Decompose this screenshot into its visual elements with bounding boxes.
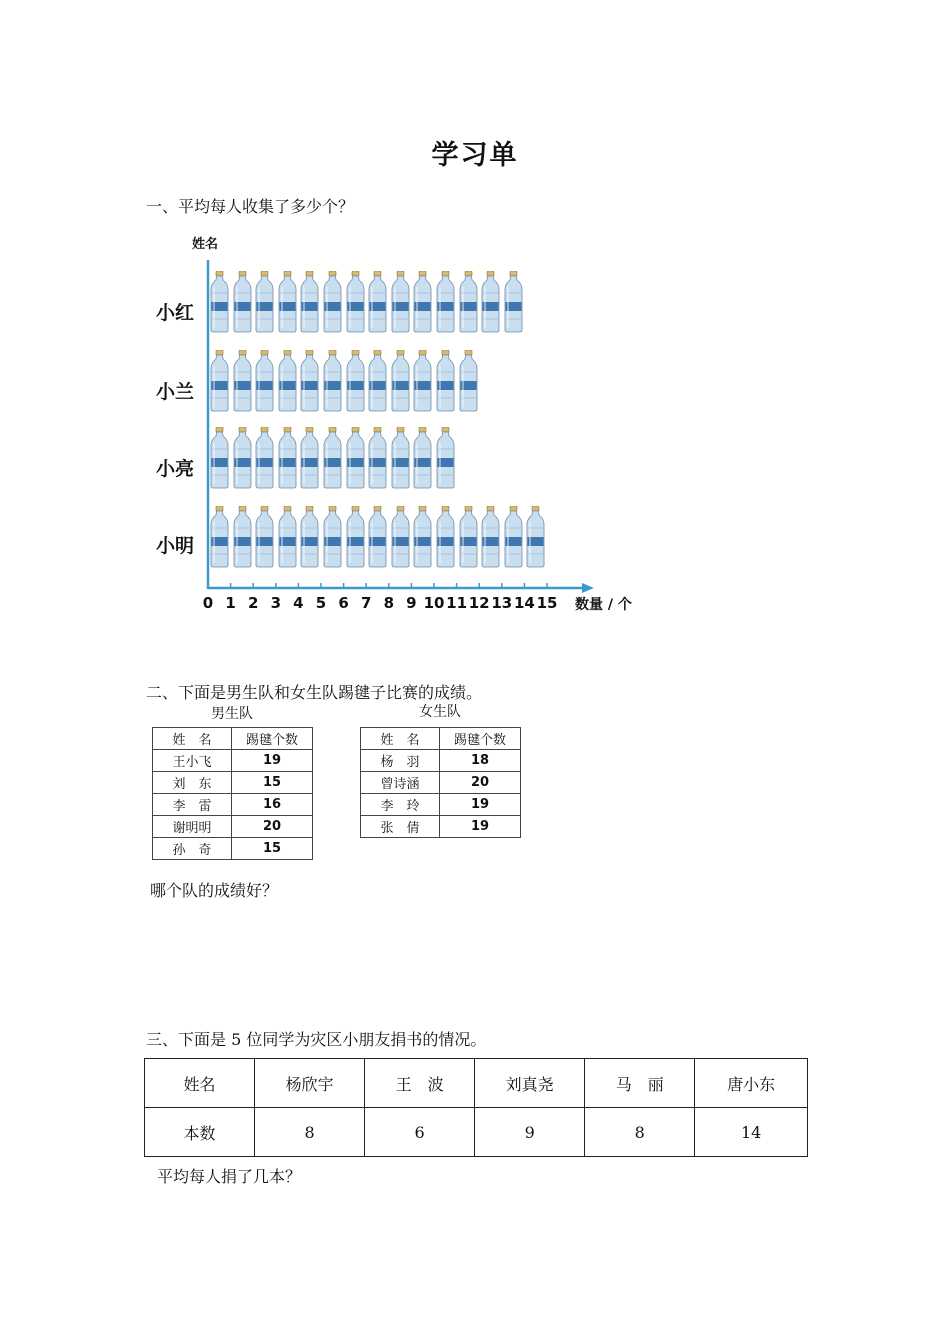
cell-name: 刘 东	[153, 772, 232, 794]
cell-name: 杨 羽	[361, 750, 440, 772]
bottle-icon	[504, 506, 523, 568]
bottle-icon	[413, 427, 432, 489]
cell-header: 姓名	[145, 1059, 255, 1108]
bottle-icon	[300, 271, 319, 333]
cell-name: 杨欣宇	[255, 1059, 365, 1108]
page-title: 学习单	[431, 140, 519, 171]
cell-count: 14	[695, 1108, 808, 1157]
bottle-icon	[323, 350, 342, 412]
bottle-icon	[413, 506, 432, 568]
cell-count: 18	[440, 750, 521, 772]
bottle-icon	[300, 350, 319, 412]
table-header-row	[153, 728, 313, 750]
bottle-icon	[413, 350, 432, 412]
x-tick-label: 5	[315, 594, 327, 612]
x-tick-label: 12	[468, 594, 490, 612]
bottle-icon	[346, 350, 365, 412]
cell-count: 6	[365, 1108, 475, 1157]
bottle-icon	[459, 350, 478, 412]
bottle-icon	[278, 506, 297, 568]
bottle-icon	[300, 427, 319, 489]
bottle-icon	[255, 271, 274, 333]
bottle-icon	[323, 271, 342, 333]
girls-table-caption: 女生队	[419, 704, 461, 720]
cell-count: 19	[440, 816, 521, 838]
bottle-icon	[368, 427, 387, 489]
table-row	[153, 816, 313, 838]
bottle-icon	[436, 506, 455, 568]
x-tick-label: 8	[383, 594, 395, 612]
question-3-prompt: 平均每人捐了几本？	[157, 1167, 302, 1186]
x-tick-label: 7	[360, 594, 372, 612]
table-row	[361, 750, 521, 772]
bottle-icon	[210, 271, 229, 333]
bottle-icon	[526, 506, 545, 568]
boys-table-caption: 男生队	[211, 706, 253, 722]
x-tick-label: 2	[247, 594, 259, 612]
bottle-icon	[368, 506, 387, 568]
cell-name: 孙 奇	[153, 838, 232, 860]
x-tick-label: 9	[406, 594, 417, 612]
bottle-icon	[255, 427, 274, 489]
x-tick-label: 1	[225, 594, 236, 612]
table-row	[153, 838, 313, 860]
bottle-icon	[391, 271, 410, 333]
cell-count: 15	[232, 838, 313, 860]
row-label-xiaoming: 小明	[156, 535, 195, 557]
bottle-icon	[459, 271, 478, 333]
cell-count: 20	[232, 816, 313, 838]
cell-count: 16	[232, 794, 313, 816]
x-tick-label: 4	[293, 594, 304, 612]
bottle-icon	[481, 506, 500, 568]
table-row	[153, 750, 313, 772]
bottle-icon	[233, 427, 252, 489]
x-axis-arrow	[582, 583, 594, 593]
x-tick-label: 14	[513, 594, 535, 612]
cell-count: 19	[440, 794, 521, 816]
table-row	[153, 794, 313, 816]
cell-count: 8	[255, 1108, 365, 1157]
x-tick-label: 10	[423, 594, 445, 612]
bottle-icon	[346, 506, 365, 568]
bottle-icon	[459, 506, 478, 568]
bottle-icon	[278, 271, 297, 333]
cell-count: 15	[232, 772, 313, 794]
cell-name: 张 倩	[361, 816, 440, 838]
cell-name: 马 丽	[585, 1059, 695, 1108]
question-3-text: 三、下面是 5 位同学为灾区小朋友捐书的情况。	[146, 1030, 487, 1049]
header-count: 踢毽个数	[232, 728, 313, 750]
table-header-row	[361, 728, 521, 750]
cell-name: 李 玲	[361, 794, 440, 816]
boys-table	[152, 727, 313, 860]
table-row	[153, 772, 313, 794]
bottle-icon	[233, 506, 252, 568]
bottle-icon	[391, 350, 410, 412]
bottle-icon	[255, 506, 274, 568]
question-1-text: 一、平均每人收集了多少个？	[146, 197, 355, 216]
bottle-icon	[413, 271, 432, 333]
bottle-icon	[255, 350, 274, 412]
header-count: 踢毽个数	[440, 728, 521, 750]
donation-table	[144, 1058, 808, 1157]
bottle-icon	[481, 271, 500, 333]
y-axis-label: 姓名	[192, 237, 219, 252]
cell-header: 本数	[145, 1108, 255, 1157]
bottle-icon	[436, 427, 455, 489]
row-label-xiaoliang: 小亮	[156, 458, 195, 480]
bottle-icon	[210, 427, 229, 489]
table-row-counts	[145, 1108, 808, 1157]
pictograph-chart	[150, 228, 670, 618]
header-name: 姓 名	[153, 728, 232, 750]
row-label-xiaohong: 小红	[156, 302, 195, 324]
bottle-icon	[368, 350, 387, 412]
question-2-prompt: 哪个队的成绩好？	[150, 881, 279, 900]
bottle-icon	[278, 427, 297, 489]
cell-name: 王 波	[365, 1059, 475, 1108]
row-label-xiaolan: 小兰	[156, 381, 195, 403]
bottle-icon	[323, 427, 342, 489]
bottle-icon	[504, 271, 523, 333]
bottle-icon	[233, 271, 252, 333]
bottle-icon	[391, 427, 410, 489]
bottle-icon	[323, 506, 342, 568]
cell-count: 20	[440, 772, 521, 794]
x-tick-label: 11	[446, 594, 468, 612]
table-row	[361, 772, 521, 794]
cell-count: 8	[585, 1108, 695, 1157]
table-row-names	[145, 1059, 808, 1108]
bottle-icon	[368, 271, 387, 333]
question-2-text: 二、下面是男生队和女生队踢毽子比赛的成绩。	[146, 683, 483, 702]
x-tick-label: 13	[491, 594, 513, 612]
bottle-icon	[436, 271, 455, 333]
cell-name: 李 雷	[153, 794, 232, 816]
x-tick-label: 15	[536, 594, 558, 612]
header-name: 姓 名	[361, 728, 440, 750]
x-tick-label: 3	[270, 594, 282, 612]
bottle-icon	[346, 271, 365, 333]
girls-table	[360, 727, 521, 838]
bottle-icon	[278, 350, 297, 412]
bottle-icon	[233, 350, 252, 412]
cell-name: 王小飞	[153, 750, 232, 772]
bottle-icon	[346, 427, 365, 489]
cell-name: 刘真尧	[475, 1059, 585, 1108]
cell-count: 9	[475, 1108, 585, 1157]
cell-name: 曾诗涵	[361, 772, 440, 794]
x-axis-label: 数量 / 个	[575, 597, 632, 613]
bottle-icon	[391, 506, 410, 568]
bottle-icon	[210, 350, 229, 412]
x-tick-label: 6	[338, 594, 349, 612]
bottle-icon	[436, 350, 455, 412]
table-row	[361, 794, 521, 816]
table-row	[361, 816, 521, 838]
cell-name: 唐小东	[695, 1059, 808, 1108]
bottle-icon	[300, 506, 319, 568]
cell-count: 19	[232, 750, 313, 772]
bottle-icon	[210, 506, 229, 568]
x-tick-label: 0	[202, 594, 214, 612]
cell-name: 谢明明	[153, 816, 232, 838]
